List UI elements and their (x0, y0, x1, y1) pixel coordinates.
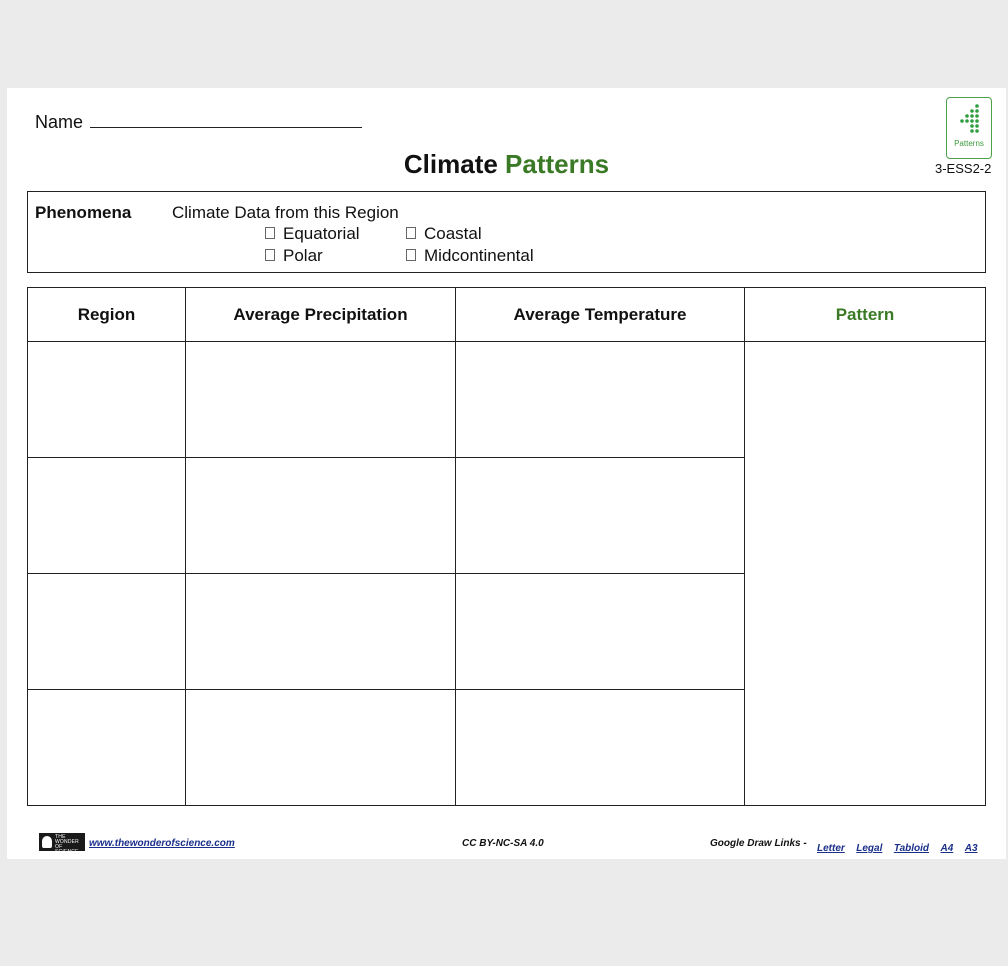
option-coastal[interactable] (406, 224, 482, 244)
checkbox-icon[interactable] (265, 249, 275, 261)
table-cell-temperature[interactable] (456, 458, 744, 573)
table-cell-temperature[interactable] (456, 342, 744, 457)
phenomena-box (27, 191, 986, 273)
table-cell-pattern[interactable] (745, 342, 985, 805)
badge-label: Patterns (954, 139, 984, 148)
option-polar[interactable] (265, 246, 323, 266)
checkbox-icon[interactable] (406, 249, 416, 261)
checkbox-icon[interactable] (406, 227, 416, 239)
link-legal[interactable]: Legal (856, 843, 883, 854)
table-cell-region[interactable] (28, 574, 185, 689)
title-main: Climate (403, 149, 498, 179)
table-cell-region[interactable] (28, 342, 185, 457)
option-midcontinental[interactable] (406, 246, 534, 266)
patterns-badge (946, 97, 992, 159)
title-accent: Patterns (505, 149, 610, 179)
phenomena-prompt: Climate Data from this Region (172, 203, 399, 222)
lightbulb-icon (42, 836, 52, 848)
table-cell-precipitation[interactable] (186, 458, 455, 573)
worksheet-page (7, 88, 1006, 859)
table-cell-precipitation[interactable] (186, 342, 455, 457)
column-header-precipitation: Average Precipitation (233, 305, 408, 324)
column-header-pattern: Pattern (835, 305, 895, 324)
link-a3[interactable]: A3 (964, 843, 978, 854)
logo-text: THE WONDER OF SCIENCE (55, 834, 79, 855)
option-label: Coastal (424, 224, 482, 243)
option-label: Midcontinental (424, 246, 534, 265)
column-header-temperature: Average Temperature (513, 305, 687, 324)
option-label: Polar (283, 246, 323, 265)
license-text: CC BY-NC-SA 4.0 (462, 838, 544, 849)
patterns-icon (957, 103, 981, 137)
footer (7, 833, 1006, 855)
page-title (7, 149, 1006, 180)
name-field[interactable] (35, 112, 362, 133)
google-draw-links (817, 838, 985, 856)
link-tabloid[interactable]: Tabloid (893, 843, 930, 854)
option-equatorial[interactable] (265, 224, 360, 244)
phenomena-label: Phenomena (35, 203, 132, 222)
table-cell-region[interactable] (28, 690, 185, 805)
link-letter[interactable]: Letter (817, 843, 845, 854)
table-cell-temperature[interactable] (456, 574, 744, 689)
table-cell-temperature[interactable] (456, 690, 744, 805)
option-label: Equatorial (283, 224, 360, 243)
wonder-of-science-logo (39, 833, 85, 855)
google-draw-label: Google Draw Links - (710, 838, 807, 849)
column-header-region: Region (77, 305, 136, 324)
table-cell-precipitation[interactable] (186, 690, 455, 805)
table-cell-region[interactable] (28, 458, 185, 573)
standard-code: 3-ESS2-2 (935, 161, 992, 176)
climate-table (27, 287, 986, 806)
name-blank[interactable] (90, 112, 362, 128)
checkbox-icon[interactable] (265, 227, 275, 239)
site-link[interactable]: www.thewonderofscience.com (89, 838, 235, 849)
link-a4[interactable]: A4 (940, 843, 954, 854)
table-cell-precipitation[interactable] (186, 574, 455, 689)
name-label: Name (35, 112, 84, 132)
